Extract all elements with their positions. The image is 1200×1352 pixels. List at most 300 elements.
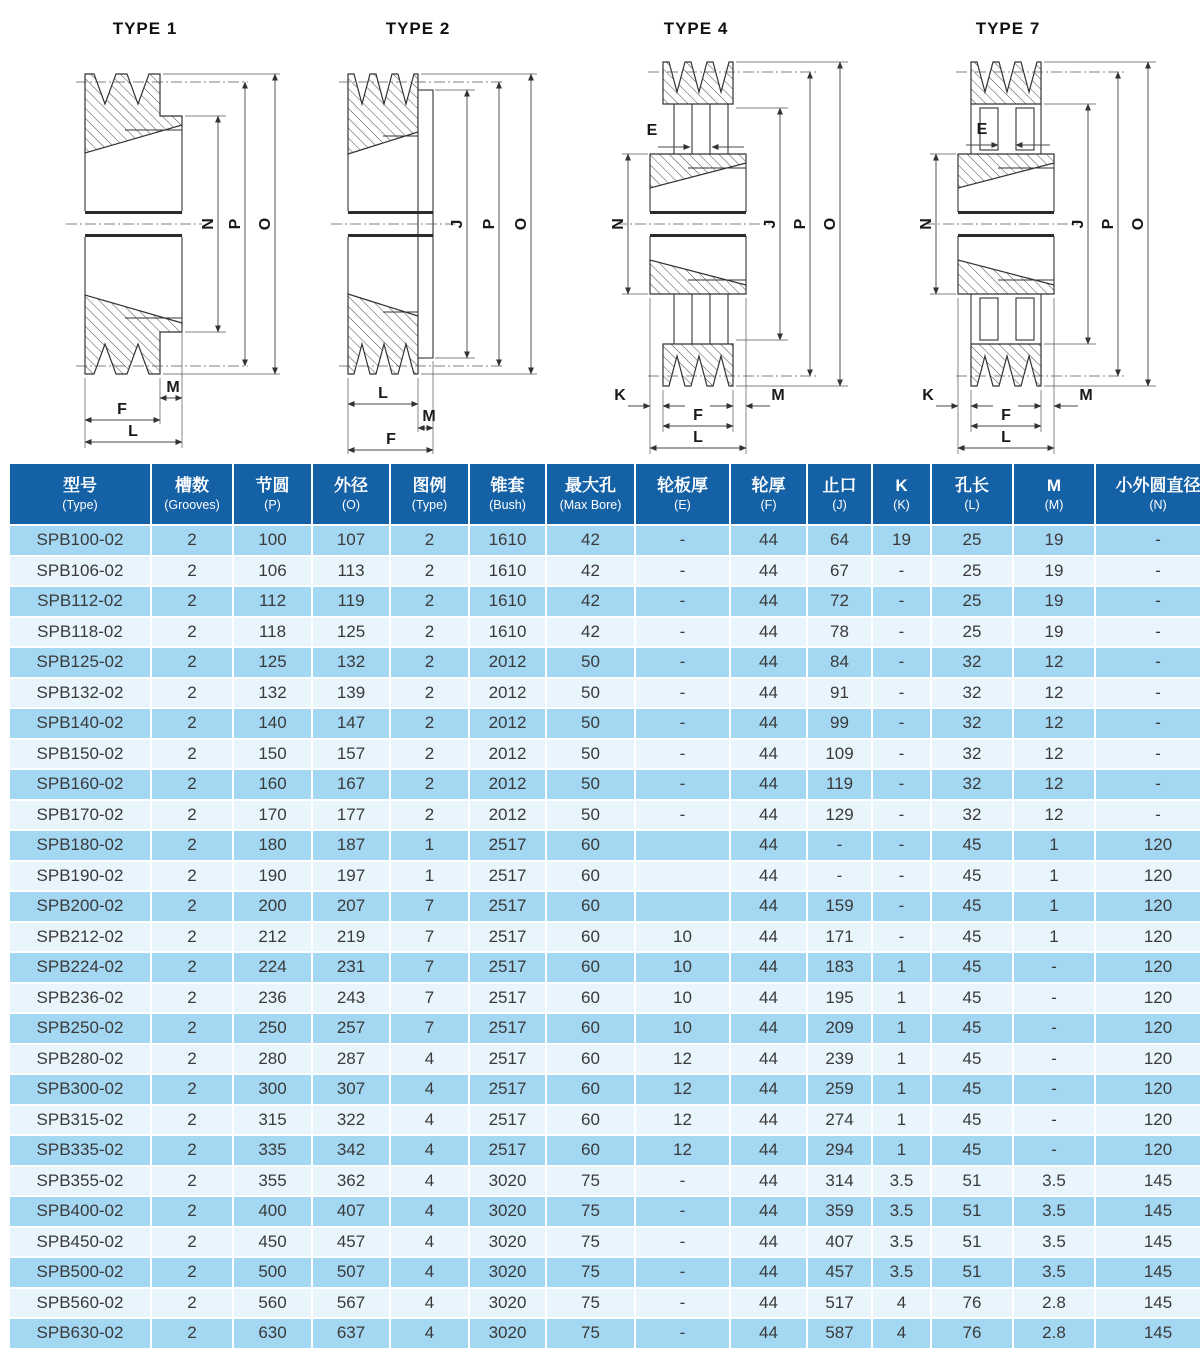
- table-cell: -: [873, 831, 930, 860]
- col-header-grooves: 槽数 (Grooves): [152, 464, 232, 524]
- col-header-figure-type: 图例 (Type): [391, 464, 468, 524]
- table-cell: SPB112-02: [10, 587, 150, 616]
- table-cell: -: [873, 648, 930, 677]
- table-cell: 32: [932, 740, 1012, 769]
- table-cell: 183: [808, 953, 871, 982]
- table-cell: 7: [391, 892, 468, 921]
- table-cell: 167: [313, 770, 389, 799]
- table-cell: 12: [1014, 648, 1094, 677]
- table-cell: -: [636, 770, 729, 799]
- table-cell: 120: [1096, 984, 1200, 1013]
- table-row: [10, 740, 1200, 769]
- table-row: [10, 1014, 1200, 1043]
- table-cell: SPB560-02: [10, 1289, 150, 1318]
- table-cell: 106: [234, 557, 311, 586]
- table-cell: 2: [391, 526, 468, 555]
- table-cell: 60: [547, 1014, 634, 1043]
- table-cell: 2.8: [1014, 1289, 1094, 1318]
- table-cell: 294: [808, 1136, 871, 1165]
- table-cell: 3.5: [1014, 1167, 1094, 1196]
- table-cell: 60: [547, 831, 634, 860]
- table-cell: 307: [313, 1075, 389, 1104]
- table-cell: 75: [547, 1228, 634, 1257]
- table-cell: 239: [808, 1045, 871, 1074]
- table-cell: 450: [234, 1228, 311, 1257]
- table-cell: SPB106-02: [10, 557, 150, 586]
- table-cell: 2: [152, 770, 232, 799]
- table-cell: 3.5: [873, 1228, 930, 1257]
- table-row: [10, 923, 1200, 952]
- table-cell: 12: [1014, 709, 1094, 738]
- table-cell: 12: [1014, 679, 1094, 708]
- table-cell: SPB450-02: [10, 1228, 150, 1257]
- table-cell: 120: [1096, 892, 1200, 921]
- table-cell: -: [636, 1197, 729, 1226]
- technical-drawings: [0, 0, 1200, 462]
- table-cell: 12: [636, 1106, 729, 1135]
- col-header-plate-e: 轮板厚 (E): [636, 464, 729, 524]
- table-cell: 32: [932, 709, 1012, 738]
- table-cell: 44: [731, 1045, 806, 1074]
- dim-label-j: J: [1070, 219, 1087, 229]
- table-cell: 2: [152, 557, 232, 586]
- table-cell: 207: [313, 892, 389, 921]
- table-cell: 507: [313, 1258, 389, 1287]
- dim-label-j: J: [762, 219, 779, 229]
- table-cell: 44: [731, 587, 806, 616]
- table-cell: SPB500-02: [10, 1258, 150, 1287]
- dim-label-m: M: [1079, 387, 1093, 404]
- table-cell: 120: [1096, 1136, 1200, 1165]
- dim-label-p: P: [792, 218, 809, 230]
- table-cell: 19: [1014, 557, 1094, 586]
- table-cell: 2: [152, 1319, 232, 1348]
- table-cell: 2517: [470, 1136, 545, 1165]
- type-2-drawing: [303, 4, 583, 462]
- table-cell: -: [1096, 740, 1200, 769]
- table-cell: -: [636, 526, 729, 555]
- table-cell: 315: [234, 1106, 311, 1135]
- table-cell: -: [1014, 953, 1094, 982]
- table-cell: -: [636, 1228, 729, 1257]
- table-row: [10, 587, 1200, 616]
- table-cell: 407: [313, 1197, 389, 1226]
- table-cell: 50: [547, 770, 634, 799]
- table-cell: 78: [808, 618, 871, 647]
- web-window: [980, 298, 998, 340]
- table-cell: 2: [391, 740, 468, 769]
- table-cell: 75: [547, 1289, 634, 1318]
- table-cell: 2012: [470, 740, 545, 769]
- table-cell: 243: [313, 984, 389, 1013]
- table-cell: 44: [731, 679, 806, 708]
- table-cell: 60: [547, 1075, 634, 1104]
- table-cell: 2517: [470, 831, 545, 860]
- table-cell: 3.5: [1014, 1197, 1094, 1226]
- table-cell: 457: [808, 1258, 871, 1287]
- table-cell: 2: [391, 801, 468, 830]
- web-window: [1016, 298, 1034, 340]
- table-cell: 45: [932, 984, 1012, 1013]
- table-cell: 2: [152, 862, 232, 891]
- table-cell: 60: [547, 1136, 634, 1165]
- table-cell: -: [873, 862, 930, 891]
- table-cell: 44: [731, 526, 806, 555]
- table-cell: 25: [932, 526, 1012, 555]
- table-cell: 400: [234, 1197, 311, 1226]
- table-cell: 32: [932, 679, 1012, 708]
- table-cell: 67: [808, 557, 871, 586]
- table-cell: 51: [932, 1228, 1012, 1257]
- table-cell: 4: [391, 1197, 468, 1226]
- table-cell: 2: [152, 923, 232, 952]
- table-cell: 2517: [470, 953, 545, 982]
- table-row: [10, 1045, 1200, 1074]
- pulley-cross-section: [66, 74, 248, 374]
- table-cell: SPB400-02: [10, 1197, 150, 1226]
- table-cell: 3020: [470, 1289, 545, 1318]
- table-cell: -: [1014, 1075, 1094, 1104]
- dim-label-f: F: [117, 401, 127, 418]
- table-cell: 145: [1096, 1319, 1200, 1348]
- table-cell: 44: [731, 1228, 806, 1257]
- table-cell: 257: [313, 1014, 389, 1043]
- table-cell: SPB236-02: [10, 984, 150, 1013]
- table-cell: 159: [808, 892, 871, 921]
- pulley-cross-section: [616, 62, 818, 386]
- table-cell: SPB118-02: [10, 618, 150, 647]
- table-cell: SPB200-02: [10, 892, 150, 921]
- table-cell: 120: [1096, 831, 1200, 860]
- table-cell: [636, 831, 729, 860]
- table-cell: -: [1096, 648, 1200, 677]
- table-cell: 4: [391, 1045, 468, 1074]
- table-cell: 44: [731, 892, 806, 921]
- table-cell: 44: [731, 984, 806, 1013]
- table-cell: SPB250-02: [10, 1014, 150, 1043]
- table-cell: 60: [547, 953, 634, 982]
- table-cell: 1: [873, 1014, 930, 1043]
- table-cell: -: [1096, 709, 1200, 738]
- dim-label-n: N: [918, 218, 935, 230]
- table-cell: 2517: [470, 1075, 545, 1104]
- table-cell: 120: [1096, 1045, 1200, 1074]
- table-cell: 60: [547, 1106, 634, 1135]
- table-cell: SPB224-02: [10, 953, 150, 982]
- table-cell: 2012: [470, 709, 545, 738]
- table-cell: 75: [547, 1167, 634, 1196]
- table-cell: 118: [234, 618, 311, 647]
- table-cell: 1: [873, 1075, 930, 1104]
- table-row: [10, 1258, 1200, 1287]
- table-cell: 1: [1014, 923, 1094, 952]
- table-cell: 44: [731, 923, 806, 952]
- table-cell: -: [636, 1319, 729, 1348]
- table-cell: 2: [152, 1014, 232, 1043]
- table-cell: 1610: [470, 618, 545, 647]
- table-cell: 2: [152, 1197, 232, 1226]
- table-cell: 42: [547, 526, 634, 555]
- table-cell: 44: [731, 1106, 806, 1135]
- web-window: [1016, 108, 1034, 150]
- table-cell: SPB630-02: [10, 1319, 150, 1348]
- table-cell: 1: [873, 1045, 930, 1074]
- table-cell: 51: [932, 1258, 1012, 1287]
- table-cell: 60: [547, 1045, 634, 1074]
- table-cell: SPB160-02: [10, 770, 150, 799]
- table-cell: 44: [731, 557, 806, 586]
- drawing-title: TYPE 7: [975, 19, 1041, 38]
- table-cell: 45: [932, 1014, 1012, 1043]
- table-cell: SPB355-02: [10, 1167, 150, 1196]
- table-cell: 45: [932, 1045, 1012, 1074]
- dim-label-o: O: [1130, 217, 1147, 231]
- table-cell: SPB140-02: [10, 709, 150, 738]
- table-cell: -: [873, 679, 930, 708]
- table-cell: 3020: [470, 1228, 545, 1257]
- table-cell: 60: [547, 984, 634, 1013]
- table-cell: 51: [932, 1167, 1012, 1196]
- table-cell: 125: [234, 648, 311, 677]
- table-cell: 12: [636, 1075, 729, 1104]
- table-cell: SPB335-02: [10, 1136, 150, 1165]
- table-cell: 4: [391, 1106, 468, 1135]
- table-cell: 4: [873, 1319, 930, 1348]
- drawing-title: TYPE 1: [112, 19, 178, 38]
- table-cell: 560: [234, 1289, 311, 1318]
- table-cell: 120: [1096, 862, 1200, 891]
- table-cell: 120: [1096, 1014, 1200, 1043]
- table-cell: 45: [932, 1136, 1012, 1165]
- table-cell: 145: [1096, 1258, 1200, 1287]
- table-cell: 1610: [470, 587, 545, 616]
- table-cell: 1610: [470, 526, 545, 555]
- table-cell: -: [873, 709, 930, 738]
- table-cell: -: [1096, 526, 1200, 555]
- table-cell: 4: [391, 1289, 468, 1318]
- table-cell: 120: [1096, 953, 1200, 982]
- table-cell: 2.8: [1014, 1319, 1094, 1348]
- table-cell: 140: [234, 709, 311, 738]
- table-cell: 25: [932, 587, 1012, 616]
- table-cell: 180: [234, 831, 311, 860]
- table-cell: 4: [391, 1167, 468, 1196]
- dim-label-o: O: [257, 217, 274, 231]
- dimensions: [918, 62, 1156, 454]
- table-cell: 44: [731, 740, 806, 769]
- table-row: [10, 953, 1200, 982]
- table-cell: 120: [1096, 1106, 1200, 1135]
- table-cell: 195: [808, 984, 871, 1013]
- table-cell: 630: [234, 1319, 311, 1348]
- table-cell: SPB125-02: [10, 648, 150, 677]
- table-cell: 517: [808, 1289, 871, 1318]
- table-cell: 72: [808, 587, 871, 616]
- dim-label-m: M: [166, 379, 180, 396]
- pulley-cross-section: [924, 62, 1126, 386]
- table-cell: -: [636, 618, 729, 647]
- table-cell: 12: [636, 1045, 729, 1074]
- table-cell: -: [636, 587, 729, 616]
- table-cell: 1: [1014, 862, 1094, 891]
- dim-label-m: M: [422, 408, 436, 425]
- table-row: [10, 1319, 1200, 1348]
- table-cell: 44: [731, 770, 806, 799]
- table-cell: 2: [391, 557, 468, 586]
- table-cell: -: [636, 801, 729, 830]
- table-cell: 7: [391, 984, 468, 1013]
- type-7-drawing: [886, 4, 1191, 462]
- type-1-drawing: [30, 4, 310, 462]
- table-cell: 500: [234, 1258, 311, 1287]
- table-cell: 2: [152, 740, 232, 769]
- table-cell: SPB150-02: [10, 740, 150, 769]
- col-header-spigot-j: 止口 (J): [808, 464, 871, 524]
- table-cell: 457: [313, 1228, 389, 1257]
- table-cell: 44: [731, 801, 806, 830]
- table-cell: 32: [932, 648, 1012, 677]
- table-cell: 637: [313, 1319, 389, 1348]
- table-cell: SPB212-02: [10, 923, 150, 952]
- table-cell: 3020: [470, 1258, 545, 1287]
- table-cell: 2012: [470, 679, 545, 708]
- table-cell: 10: [636, 984, 729, 1013]
- table-cell: SPB280-02: [10, 1045, 150, 1074]
- table-cell: 19: [1014, 618, 1094, 647]
- table-cell: 197: [313, 862, 389, 891]
- table-cell: -: [873, 770, 930, 799]
- table-cell: 2517: [470, 862, 545, 891]
- table-cell: 44: [731, 1136, 806, 1165]
- table-cell: 2: [152, 1136, 232, 1165]
- table-cell: 587: [808, 1319, 871, 1348]
- dimensions: [610, 62, 848, 454]
- dim-label-k: K: [922, 387, 934, 404]
- table-cell: 44: [731, 1075, 806, 1104]
- table-cell: 177: [313, 801, 389, 830]
- table-cell: 2: [391, 648, 468, 677]
- table-cell: -: [1096, 618, 1200, 647]
- table-cell: 50: [547, 740, 634, 769]
- table-cell: 1: [391, 831, 468, 860]
- table-cell: 45: [932, 862, 1012, 891]
- table-cell: 75: [547, 1197, 634, 1226]
- table-cell: 2: [152, 648, 232, 677]
- table-row: [10, 648, 1200, 677]
- col-header-m: M (M): [1014, 464, 1094, 524]
- table-cell: 99: [808, 709, 871, 738]
- table-cell: 1: [1014, 831, 1094, 860]
- table-row: [10, 801, 1200, 830]
- table-cell: 145: [1096, 1197, 1200, 1226]
- table-cell: -: [636, 648, 729, 677]
- table-cell: 3.5: [873, 1258, 930, 1287]
- table-cell: -: [636, 679, 729, 708]
- table-cell: 2517: [470, 923, 545, 952]
- col-header-max-bore: 最大孔 (Max Bore): [547, 464, 634, 524]
- table-cell: 64: [808, 526, 871, 555]
- table-cell: -: [1014, 1045, 1094, 1074]
- table-cell: 2: [391, 770, 468, 799]
- table-cell: 45: [932, 1106, 1012, 1135]
- dim-label-m: M: [771, 387, 785, 404]
- drawing-title: TYPE 2: [385, 19, 451, 38]
- table-cell: -: [1096, 679, 1200, 708]
- table-cell: 45: [932, 1075, 1012, 1104]
- table-cell: 2: [391, 587, 468, 616]
- table-cell: 145: [1096, 1167, 1200, 1196]
- dim-label-l: L: [128, 423, 138, 440]
- col-header-model: 型号 (Type): [10, 464, 150, 524]
- table-cell: 2: [152, 953, 232, 982]
- table-cell: -: [636, 709, 729, 738]
- table-cell: 3.5: [1014, 1258, 1094, 1287]
- table-row: [10, 1289, 1200, 1318]
- table-row: [10, 984, 1200, 1013]
- table-cell: 44: [731, 1289, 806, 1318]
- table-cell: 12: [1014, 801, 1094, 830]
- col-header-small-od-n: 小外圆直径 (N): [1096, 464, 1200, 524]
- table-cell: SPB100-02: [10, 526, 150, 555]
- table-cell: 12: [636, 1136, 729, 1165]
- dim-label-e: E: [646, 122, 658, 139]
- table-cell: 170: [234, 801, 311, 830]
- table-cell: 113: [313, 557, 389, 586]
- table-cell: 7: [391, 953, 468, 982]
- table-cell: -: [636, 1289, 729, 1318]
- table-cell: 250: [234, 1014, 311, 1043]
- table-cell: 1: [873, 984, 930, 1013]
- table-cell: -: [1014, 984, 1094, 1013]
- table-cell: 50: [547, 801, 634, 830]
- table-row: [10, 1075, 1200, 1104]
- table-cell: 60: [547, 923, 634, 952]
- table-cell: 7: [391, 1014, 468, 1043]
- table-cell: 3.5: [1014, 1228, 1094, 1257]
- table-cell: 359: [808, 1197, 871, 1226]
- table-cell: 1: [391, 862, 468, 891]
- dim-label-n: N: [200, 218, 217, 230]
- table-cell: 407: [808, 1228, 871, 1257]
- table-cell: 2: [152, 587, 232, 616]
- table-cell: 50: [547, 679, 634, 708]
- table-cell: 76: [932, 1289, 1012, 1318]
- table-cell: 322: [313, 1106, 389, 1135]
- table-cell: 112: [234, 587, 311, 616]
- table-cell: 2: [152, 1289, 232, 1318]
- drawing-title: TYPE 4: [663, 19, 729, 38]
- table-cell: 2517: [470, 1106, 545, 1135]
- table-cell: -: [873, 923, 930, 952]
- col-header-width-f: 轮厚 (F): [731, 464, 806, 524]
- col-header-pitch-p: 节圆 (P): [234, 464, 311, 524]
- table-cell: 300: [234, 1075, 311, 1104]
- table-cell: 19: [1014, 587, 1094, 616]
- col-header-od-o: 外径 (O): [313, 464, 389, 524]
- table-cell: SPB132-02: [10, 679, 150, 708]
- table-cell: 335: [234, 1136, 311, 1165]
- table-cell: 171: [808, 923, 871, 952]
- dim-label-e: E: [976, 121, 988, 138]
- table-cell: 2: [391, 709, 468, 738]
- table-cell: 362: [313, 1167, 389, 1196]
- table-row: [10, 862, 1200, 891]
- table-cell: 120: [1096, 1075, 1200, 1104]
- table-cell: 139: [313, 679, 389, 708]
- table-cell: 2: [152, 831, 232, 860]
- table-cell: 2: [152, 709, 232, 738]
- table-cell: -: [1096, 801, 1200, 830]
